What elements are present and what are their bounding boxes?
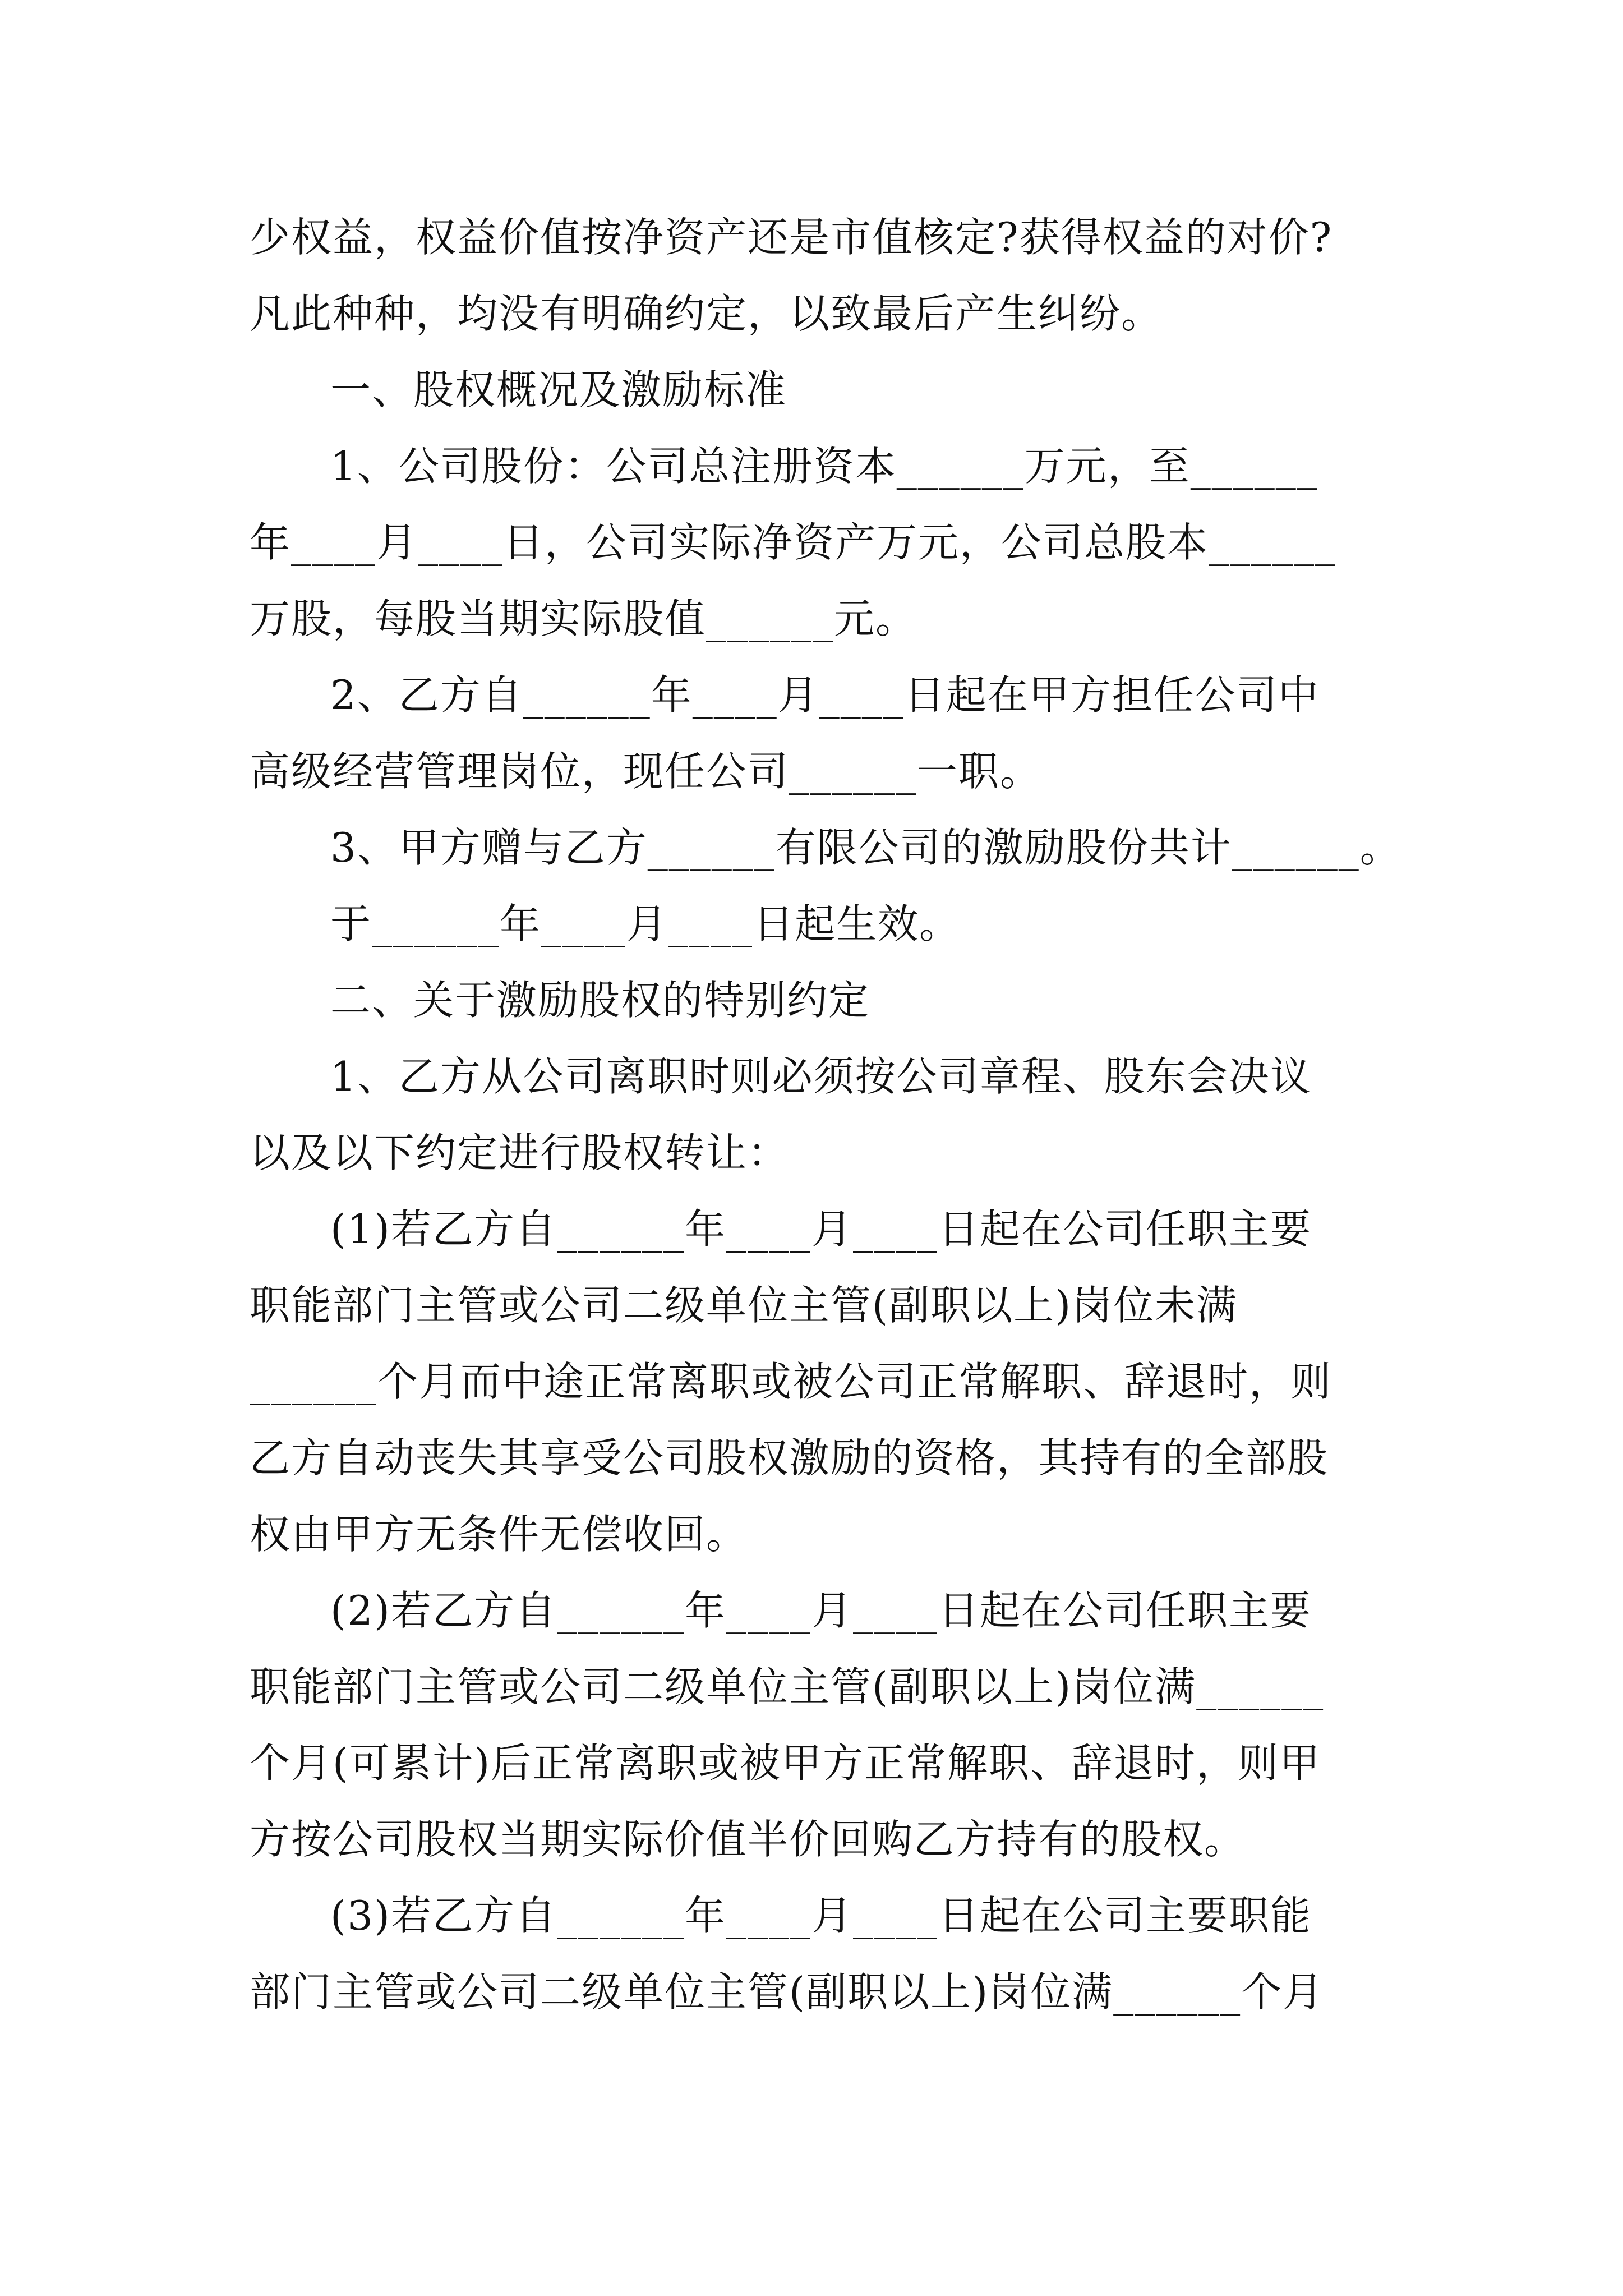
section-heading: 一、股权概况及激励标准 — [330, 366, 787, 413]
text-line: 少权益，权益价值按净资产还是市值核定?获得权益的对价? — [250, 214, 1333, 261]
text-line: 2、乙方自______年____月____日起在甲方担任公司中 — [330, 671, 1320, 719]
text-line: 职能部门主管或公司二级单位主管(副职以上)岗位未满 — [250, 1282, 1238, 1329]
text-line: 乙方自动丧失其享受公司股权激励的资格，其持有的全部股 — [250, 1434, 1329, 1481]
text-line: 高级经营管理岗位，现任公司______一职。 — [250, 748, 1042, 795]
text-line: 年____月____日，公司实际净资产万元，公司总股本______ — [250, 519, 1337, 566]
text-line: (3)若乙方自______年____月____日起在公司主要职能 — [330, 1892, 1312, 1939]
section-heading: 二、关于激励股权的特别约定 — [330, 977, 870, 1024]
text-line: 3、甲方赠与乙方______有限公司的激励股份共计______。 — [330, 824, 1401, 871]
text-line: ______个月而中途正常离职或被公司正常解职、辞退时，则 — [250, 1358, 1332, 1405]
text-line: 万股，每股当期实际股值______元。 — [250, 595, 917, 642]
text-line: 部门主管或公司二级单位主管(副职以上)岗位满______个月 — [250, 1968, 1325, 2016]
text-line: (2)若乙方自______年____月____日起在公司任职主要 — [330, 1587, 1312, 1634]
text-line: 权由甲方无条件无偿收回。 — [250, 1511, 748, 1558]
text-line: 凡此种种，均没有明确约定，以致最后产生纠纷。 — [250, 290, 1163, 337]
text-line: 方按公司股权当期实际价值半价回购乙方持有的股权。 — [250, 1816, 1246, 1863]
text-line: 职能部门主管或公司二级单位主管(副职以上)岗位满______ — [250, 1663, 1325, 1710]
text-line: 1、乙方从公司离职时则必须按公司章程、股东会决议 — [330, 1053, 1312, 1100]
text-line: 以及以下约定进行股权转让： — [250, 1129, 790, 1176]
text-line: 个月(可累计)后正常离职或被甲方正常解职、辞退时，则甲 — [250, 1740, 1321, 1787]
text-line: 1、公司股份：公司总注册资本______万元，至______ — [330, 443, 1318, 490]
text-line: (1)若乙方自______年____月____日起在公司任职主要 — [330, 1205, 1312, 1253]
document-body — [250, 199, 1401, 2030]
text-line: 于______年____月____日起生效。 — [330, 900, 961, 947]
